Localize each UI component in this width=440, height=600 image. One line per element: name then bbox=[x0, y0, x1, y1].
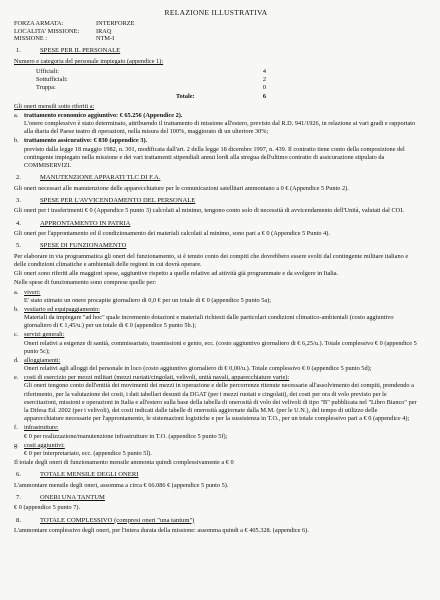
list-marker: g. bbox=[14, 441, 19, 449]
personnel-count: 0 bbox=[262, 84, 266, 92]
item-text: Oneri relativi a esigenze di sanità, commissariato, trasmissioni e genio, ecc. (costo aggiuntivo giornaliero di € 6,25/u.). Totale complessivo € 0 (appendice 5 punto 5c); bbox=[24, 339, 417, 355]
list-item bbox=[14, 289, 418, 305]
list-item bbox=[14, 374, 418, 423]
list-marker: a. bbox=[14, 111, 19, 119]
item-heading: costi aggiuntivi: bbox=[24, 441, 65, 449]
header-value: INTERFORZE bbox=[96, 19, 135, 27]
section-paragraph: Per elaborare in via programmatica gli oneri del funzionamento, si è tenuto conto dei compiti che dovrebbero essere svolti dal contingente militare italiano e delle condizioni climatiche e ambientali delle regioni in cui dovrà operare. bbox=[14, 252, 409, 269]
item-heading: trattamento economico aggiuntivo: € 65.256 (Appendice 2). bbox=[24, 111, 183, 119]
section-funzionamento bbox=[14, 242, 418, 467]
section-title: MANUTENZIONE APPARATI TLC DI F.A. bbox=[40, 174, 161, 182]
list-marker: b. bbox=[14, 137, 19, 145]
item-heading: servizi generali: bbox=[24, 331, 65, 339]
header-row bbox=[14, 35, 418, 43]
section-approntamento bbox=[14, 220, 418, 239]
header-block bbox=[14, 20, 418, 44]
section-heading bbox=[14, 220, 418, 229]
section-number: 7. bbox=[16, 493, 21, 501]
section-heading bbox=[14, 517, 418, 526]
header-row bbox=[14, 20, 418, 28]
section-text: € 0 (appendice 5 punto 7). bbox=[14, 504, 81, 512]
section-heading bbox=[14, 174, 418, 183]
section-heading bbox=[14, 47, 418, 56]
item-heading: viveri: bbox=[24, 288, 41, 296]
section-title: TOTALE MENSILE DEGLI ONERI bbox=[40, 471, 139, 479]
section-title: APPRONTAMENTO IN PATRIA bbox=[40, 219, 131, 227]
header-row bbox=[14, 28, 418, 36]
list-item bbox=[14, 357, 418, 373]
header-label: MISSIONE : bbox=[14, 35, 48, 43]
document-title: RELAZIONE ILLUSTRATIVA bbox=[164, 8, 268, 17]
section-paragraph: Nelle spese di funzionamento sono comprese quelle per: bbox=[14, 279, 157, 287]
item-text: € 0 per realizzazione/manutenzione infrastrutture in T.O. (appendice 5 punto 5f); bbox=[24, 432, 228, 440]
list-item bbox=[14, 331, 418, 356]
list-item bbox=[14, 137, 418, 170]
personnel-count: 2 bbox=[262, 76, 266, 84]
section-heading bbox=[14, 494, 418, 503]
item-text: previsto dalla legge 18 maggio 1982, n. 301, modificata dall'art. 2 della legge 18 dicembre 1997, n. 439. Il contratto tiene conto della composizione del contingente impiegato nella missione e dei vari trattamenti stipendiali annui lordi alla stregua dell'ultimo contratto di assicurazione stipulato da COMMISERVIZI. bbox=[24, 145, 405, 169]
item-heading: vestiario ed equipaggiamento: bbox=[24, 305, 100, 313]
item-text: € 0 per interpretariato, ecc. (appendice 5 punto 5l). bbox=[24, 449, 152, 457]
section-number: 5. bbox=[16, 242, 21, 250]
personnel-intro: Numero e categoria del personale impiegato (appendice 1): bbox=[14, 57, 164, 65]
section-number: 3. bbox=[16, 196, 21, 204]
item-heading: infrastrutture: bbox=[24, 424, 59, 432]
personnel-category: Truppa: bbox=[36, 84, 56, 92]
personnel-total-value: 6 bbox=[262, 92, 266, 100]
section-manutenzione bbox=[14, 174, 418, 193]
section-text: L'ammontare mensile degli oneri, assomma a circa € 66.086 € (appendice 5 punto 5). bbox=[14, 481, 229, 489]
list-marker: c. bbox=[14, 331, 19, 339]
list-item bbox=[14, 442, 418, 458]
section-heading bbox=[14, 242, 418, 251]
section-text: Gli oneri per i trasferimenti € 0 (Appendice 5 punto 3) calcolati al minimo, tengono conto solo di necessità di avvicendamento dell'Unità, valutati dal COI. bbox=[14, 207, 404, 215]
section-number: 6. bbox=[16, 471, 21, 479]
item-text: Gli oneri tengono conto dell'entità dei movimenti dei mezzi in operazione e delle percorrenze ritenute necessarie all'assolvimento dei compiti, prendendo a riferimento, per la valutazione dei costi, i dati tabellari desunti da DGAT (per i mezzi ruotati e cingolati), dei costi per ora di volo previsto per le esercitazioni, missioni e operazioni in Italia e all'estero sulla base della tabella di onerosità di volo dei velivoli di tipo "B" pubblicata nel "Libro Bianco" per la Difesa Ed. 2002 (per i velivoli), dei costi indicati dalle tabelle di onerosità aggiornate dalla M.M. (per le U.N.), del tempo di utilizzo delle apparecchiature necessarie per l'approntamento, le sistemazioni logistiche e per la sussistenza in T.O., per un totale complessivo pari a € 0 (appendice 4); bbox=[24, 382, 417, 423]
header-value: NTM-I bbox=[96, 35, 115, 43]
personnel-row bbox=[36, 84, 266, 92]
list-marker: b. bbox=[14, 305, 19, 313]
section-personale bbox=[14, 47, 418, 170]
riferiti-text: Gli oneri mensili sotto riferiti a: bbox=[14, 102, 95, 110]
personnel-category: Ufficiali: bbox=[36, 68, 59, 76]
section-text: Gli oneri necessari alle manutenzione delle apparecchiature per le comunicazioni satellitari ammontano a 0 € (Appendice 5 Punto 2). bbox=[14, 184, 349, 192]
section-una-tantum bbox=[14, 494, 418, 513]
personnel-table bbox=[36, 68, 266, 101]
section-closing: Il totale degli oneri di funzionamento mensile ammonta quindi complessivamente a € 0 bbox=[14, 459, 234, 467]
header-label: FORZA ARMATA: bbox=[14, 19, 64, 27]
personnel-count: 4 bbox=[262, 68, 266, 76]
list-item bbox=[14, 306, 418, 331]
section-number: 1. bbox=[16, 47, 21, 55]
list-marker: f. bbox=[14, 424, 18, 432]
item-heading: alloggiamenti: bbox=[24, 356, 61, 364]
section-title: TOTALE COMPLESSIVO (compresi oneri "una tantum") bbox=[40, 516, 195, 524]
item-text: Oneri relativi agli alloggi del personale in loco (costo aggiuntivo giornaliero di € 0,00/u.). Totale complessivo € 0 (appendice 5 punto 5d); bbox=[24, 365, 372, 373]
list-item bbox=[14, 112, 418, 137]
item-heading: costi di esercizio per mezzi militari (mezzi ruotati/cingolati, velivoli, unità navali, apparecchiature varie): bbox=[24, 374, 290, 382]
personnel-row bbox=[36, 76, 266, 84]
section-paragraph: Gli oneri sono riferiti alle maggiori spese, aggiuntive rispetto a quelle relative ad attività già programmate e da svolgere in Italia. bbox=[14, 270, 339, 278]
section-totale-complessivo bbox=[14, 517, 418, 536]
personnel-total-row bbox=[36, 93, 266, 101]
header-value: IRAQ bbox=[96, 27, 112, 35]
item-heading: trattamento assicurativo: € 830 (appendice 3). bbox=[24, 137, 148, 145]
section-heading bbox=[14, 471, 418, 480]
section-number: 4. bbox=[16, 219, 21, 227]
section-text: L'ammontare complessivo degli oneri, per l'intera durata della missione: assomma quindi a € 405.328. (appendice 6). bbox=[14, 527, 309, 535]
section-title: ONERI UNA TANTUM bbox=[40, 493, 105, 501]
section-title: SPESE PER IL PERSONALE bbox=[40, 47, 121, 55]
section-totale-mensile bbox=[14, 471, 418, 490]
section-text: Gli oneri per l'approntamento ed il condizionamento dei materiali calcolati al minimo, sono pari a € 0 (Appendice 5 Punto 4). bbox=[14, 230, 330, 238]
section-avvicendamento bbox=[14, 197, 418, 216]
personnel-total-label: Totale: bbox=[176, 92, 195, 100]
section-number: 8. bbox=[16, 516, 21, 524]
item-text: E' stato stimato un onere procapite giornaliero di 0,0 € per un totale di € 0 (appendice 5 punto 5a); bbox=[24, 296, 271, 304]
personnel-row bbox=[36, 68, 266, 76]
item-text: Materiali da impiegare "ad hoc" quale incremento dotazioni e materiali richiesti dalle particolari condizioni climatico-ambientali (costo aggiuntivo giornaliero di € 1,45/u.) per un totale di € 0 (appendice 5 punto 5b.); bbox=[24, 314, 394, 330]
section-title: SPESE DI FUNZIONAMENTO bbox=[40, 242, 127, 250]
personnel-category: Sottufficiali: bbox=[36, 76, 68, 84]
list-marker: d. bbox=[14, 356, 19, 364]
header-label: LOCALITA' MISSIONE: bbox=[14, 27, 80, 35]
section-heading bbox=[14, 197, 418, 206]
section-title: SPESE PER L'AVVICENDAMENTO DEL PERSONALE bbox=[40, 196, 196, 204]
list-marker: a. bbox=[14, 288, 19, 296]
item-text: L'onere complessivo è stato determinato, attribuendo il trattamento di missione all'estero, previsto dal R.D. 941/1926, in relazione ai vari gradi e rapportato alla diaria del Paese teatro di operazioni, nella misura del 100%, maggiorato di un ulteriore 30%; bbox=[24, 120, 416, 136]
list-marker: e. bbox=[14, 374, 19, 382]
list-item bbox=[14, 424, 418, 440]
section-number: 2. bbox=[16, 174, 21, 182]
